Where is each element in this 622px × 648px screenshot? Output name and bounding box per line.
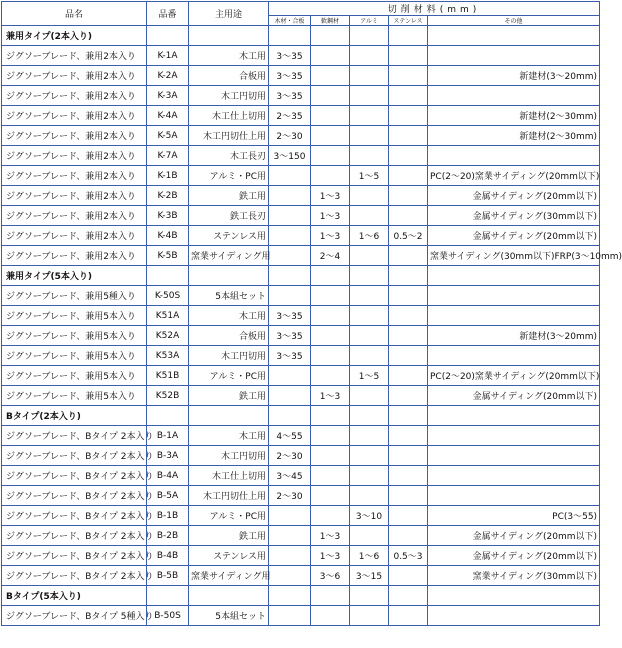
table-row <box>2 46 600 66</box>
cell-soft-steel <box>311 306 350 326</box>
cell-other <box>428 426 600 446</box>
cell-aluminum <box>350 346 389 366</box>
cell-main-use: 木工用 <box>189 46 269 66</box>
cell-stainless <box>389 326 428 346</box>
cell-main-use: 合板用 <box>189 326 269 346</box>
cell-other <box>428 46 600 66</box>
cell-product-name: ジグソーブレード、兼用2本入り <box>2 66 147 86</box>
cell-other: 新建材(2～30mm) <box>428 106 600 126</box>
cell-other: PC(3～55) <box>428 506 600 526</box>
table-row <box>2 606 600 626</box>
col-header-soft-steel: 軟鋼材 <box>311 16 350 26</box>
table-row <box>2 146 600 166</box>
cell-stainless <box>389 306 428 326</box>
cell-soft-steel: 1～3 <box>311 226 350 246</box>
section-empty-cell <box>350 266 389 286</box>
table-row <box>2 306 600 326</box>
cell-aluminum <box>350 446 389 466</box>
cell-product-name: ジグソーブレード、兼用2本入り <box>2 86 147 106</box>
section-empty-cell <box>350 26 389 46</box>
section-empty-cell <box>389 406 428 426</box>
table-row <box>2 446 600 466</box>
section-empty-cell <box>311 586 350 606</box>
cell-product-code: K-3B <box>147 206 189 226</box>
col-header-aluminum: アルミ <box>350 16 389 26</box>
cell-product-code: B-4A <box>147 466 189 486</box>
cell-other: 金属サイディング(20mm以下) <box>428 526 600 546</box>
cell-other: PC(2～20)窯業サイディング(20mm以下) <box>428 166 600 186</box>
table-row <box>2 506 600 526</box>
cell-aluminum: 1～6 <box>350 226 389 246</box>
cell-main-use: 木工長刃 <box>189 146 269 166</box>
cell-wood: 3～35 <box>269 46 311 66</box>
cell-stainless <box>389 366 428 386</box>
cell-other <box>428 286 600 306</box>
section-empty-cell <box>389 266 428 286</box>
section-empty-cell <box>147 586 189 606</box>
cell-main-use: 木工用 <box>189 426 269 446</box>
cell-main-use: 木工円切用 <box>189 446 269 466</box>
cell-wood <box>269 566 311 586</box>
cell-wood <box>269 606 311 626</box>
cell-product-code: K-2B <box>147 186 189 206</box>
cell-main-use: 木工円切仕上用 <box>189 126 269 146</box>
cell-soft-steel <box>311 346 350 366</box>
cell-aluminum: 1～6 <box>350 546 389 566</box>
cell-stainless <box>389 66 428 86</box>
section-empty-cell <box>389 586 428 606</box>
cell-wood: 3～150 <box>269 146 311 166</box>
cell-aluminum <box>350 606 389 626</box>
cell-aluminum: 3～15 <box>350 566 389 586</box>
section-empty-cell <box>189 406 269 426</box>
cell-product-code: K-2A <box>147 66 189 86</box>
cell-product-code: B-1A <box>147 426 189 446</box>
section-empty-cell <box>428 266 600 286</box>
cell-soft-steel <box>311 126 350 146</box>
cell-main-use: アルミ・PC用 <box>189 166 269 186</box>
cell-main-use: 木工用 <box>189 306 269 326</box>
cell-wood: 3～45 <box>269 466 311 486</box>
cell-soft-steel <box>311 486 350 506</box>
cell-stainless <box>389 486 428 506</box>
section-row <box>2 586 600 606</box>
cell-soft-steel <box>311 66 350 86</box>
cell-product-name: ジグソーブレード、兼用2本入り <box>2 226 147 246</box>
cell-wood <box>269 226 311 246</box>
cell-wood: 2～30 <box>269 126 311 146</box>
cell-other <box>428 486 600 506</box>
cell-main-use: ステンレス用 <box>189 546 269 566</box>
section-empty-cell <box>428 26 600 46</box>
table-row <box>2 166 600 186</box>
cell-product-name: ジグソーブレード、Bタイプ 5種入り <box>2 606 147 626</box>
cell-main-use: 5本組セット <box>189 606 269 626</box>
cell-product-code: K-1A <box>147 46 189 66</box>
cell-stainless: 0.5～2 <box>389 226 428 246</box>
cell-soft-steel <box>311 326 350 346</box>
section-empty-cell <box>311 406 350 426</box>
section-empty-cell <box>189 586 269 606</box>
cell-wood: 2～35 <box>269 106 311 126</box>
cell-stainless <box>389 286 428 306</box>
cell-wood: 3～35 <box>269 306 311 326</box>
cell-product-code: K52A <box>147 326 189 346</box>
cell-other: 新建材(3～20mm) <box>428 326 600 346</box>
table-row <box>2 186 600 206</box>
cell-other: PC(2～20)窯業サイディング(20mm以下) <box>428 366 600 386</box>
cell-product-code: K-5A <box>147 126 189 146</box>
table-row <box>2 346 600 366</box>
cell-main-use: 木工円切用 <box>189 346 269 366</box>
cell-aluminum <box>350 526 389 546</box>
table-row <box>2 486 600 506</box>
cell-main-use: 鉄工用 <box>189 386 269 406</box>
cell-stainless <box>389 86 428 106</box>
cell-product-name: ジグソーブレード、兼用2本入り <box>2 106 147 126</box>
col-header-stainless: ステンレス <box>389 16 428 26</box>
cell-product-name: ジグソーブレード、兼用2本入り <box>2 46 147 66</box>
table-row <box>2 366 600 386</box>
col-header-other: その他 <box>428 16 600 26</box>
table-header <box>2 2 600 26</box>
cell-wood <box>269 366 311 386</box>
cell-product-code: B-4B <box>147 546 189 566</box>
table-row <box>2 126 600 146</box>
col-header-use: 主用途 <box>189 2 269 26</box>
cell-wood <box>269 386 311 406</box>
cell-product-code: K-5B <box>147 246 189 266</box>
cell-soft-steel <box>311 446 350 466</box>
cell-stainless <box>389 606 428 626</box>
cell-product-code: B-1B <box>147 506 189 526</box>
table-row <box>2 526 600 546</box>
cell-soft-steel <box>311 366 350 386</box>
cell-product-name: ジグソーブレード、兼用5本入り <box>2 326 147 346</box>
cell-stainless <box>389 506 428 526</box>
cell-other <box>428 86 600 106</box>
cell-product-code: B-3A <box>147 446 189 466</box>
cell-product-code: K51A <box>147 306 189 326</box>
cell-main-use: 木工仕上切用 <box>189 106 269 126</box>
section-title: Bタイプ(5本入り) <box>2 586 147 606</box>
cell-aluminum: 1～5 <box>350 366 389 386</box>
section-empty-cell <box>350 586 389 606</box>
section-empty-cell <box>189 266 269 286</box>
cell-stainless <box>389 426 428 446</box>
section-empty-cell <box>428 586 600 606</box>
cell-other: 新建材(3～20mm) <box>428 66 600 86</box>
cell-main-use: 鉄工用 <box>189 526 269 546</box>
cell-aluminum <box>350 386 389 406</box>
cell-soft-steel <box>311 86 350 106</box>
section-empty-cell <box>389 26 428 46</box>
cell-soft-steel <box>311 606 350 626</box>
table-row <box>2 466 600 486</box>
cell-soft-steel <box>311 46 350 66</box>
table-row <box>2 546 600 566</box>
cell-stainless <box>389 106 428 126</box>
cell-product-code: K52B <box>147 386 189 406</box>
cell-other <box>428 606 600 626</box>
cell-wood <box>269 286 311 306</box>
table-row <box>2 226 600 246</box>
cell-soft-steel: 3～6 <box>311 566 350 586</box>
table-row <box>2 386 600 406</box>
section-empty-cell <box>269 26 311 46</box>
cell-aluminum <box>350 286 389 306</box>
cell-soft-steel: 1～3 <box>311 526 350 546</box>
cell-product-name: ジグソーブレード、兼用5本入り <box>2 386 147 406</box>
cell-product-name: ジグソーブレード、Bタイプ 2本入り <box>2 566 147 586</box>
cell-stainless <box>389 346 428 366</box>
cell-stainless <box>389 446 428 466</box>
cell-aluminum <box>350 486 389 506</box>
cell-product-name: ジグソーブレード、Bタイプ 2本入り <box>2 486 147 506</box>
cell-stainless <box>389 466 428 486</box>
table-row <box>2 326 600 346</box>
blade-spec-table <box>1 1 622 626</box>
cell-product-code: K51B <box>147 366 189 386</box>
cell-stainless <box>389 46 428 66</box>
col-header-cutting: 切削材料(mm) <box>269 2 600 16</box>
table-row <box>2 286 600 306</box>
section-title: 兼用タイプ(2本入り) <box>2 26 147 46</box>
cell-main-use: 鉄工用 <box>189 186 269 206</box>
cell-product-code: K-3A <box>147 86 189 106</box>
cell-soft-steel: 1～3 <box>311 206 350 226</box>
cell-product-code: K-50S <box>147 286 189 306</box>
cell-other <box>428 446 600 466</box>
cell-soft-steel <box>311 466 350 486</box>
cell-soft-steel <box>311 426 350 446</box>
section-empty-cell <box>189 26 269 46</box>
cell-soft-steel: 1～3 <box>311 546 350 566</box>
cell-aluminum <box>350 206 389 226</box>
cell-main-use: アルミ・PC用 <box>189 366 269 386</box>
cell-other: 金属サイディング(20mm以下) <box>428 226 600 246</box>
cell-wood <box>269 206 311 226</box>
table-row <box>2 106 600 126</box>
cell-aluminum <box>350 146 389 166</box>
cell-aluminum <box>350 86 389 106</box>
cell-soft-steel <box>311 166 350 186</box>
table-body <box>2 26 622 626</box>
cell-other: 金属サイディング(20mm以下) <box>428 546 600 566</box>
cell-aluminum <box>350 326 389 346</box>
section-empty-cell <box>269 586 311 606</box>
cell-main-use: 鉄工長刃 <box>189 206 269 226</box>
cell-stainless <box>389 126 428 146</box>
cell-product-name: ジグソーブレード、兼用5本入り <box>2 346 147 366</box>
table-row <box>2 66 600 86</box>
cell-aluminum <box>350 126 389 146</box>
section-empty-cell <box>147 266 189 286</box>
cell-wood: 4～55 <box>269 426 311 446</box>
section-empty-cell <box>269 406 311 426</box>
cell-wood <box>269 526 311 546</box>
cell-aluminum <box>350 246 389 266</box>
cell-product-name: ジグソーブレード、Bタイプ 2本入り <box>2 526 147 546</box>
cell-stainless <box>389 246 428 266</box>
cell-other: 窯業サイディング(30mm以下)FRP(3～10mm) <box>428 246 600 266</box>
cell-main-use: 木工円切仕上用 <box>189 486 269 506</box>
cell-soft-steel: 2～4 <box>311 246 350 266</box>
cell-product-name: ジグソーブレード、兼用2本入り <box>2 206 147 226</box>
cell-aluminum <box>350 306 389 326</box>
table-row <box>2 566 600 586</box>
cell-main-use: 窯業サイディング用 <box>189 566 269 586</box>
cell-aluminum <box>350 466 389 486</box>
cell-product-code: K-4B <box>147 226 189 246</box>
cell-product-code: K-4A <box>147 106 189 126</box>
cell-product-name: ジグソーブレード、兼用2本入り <box>2 246 147 266</box>
cell-product-name: ジグソーブレード、兼用5本入り <box>2 366 147 386</box>
cell-wood: 3～35 <box>269 326 311 346</box>
cell-main-use: 窯業サイディング用 <box>189 246 269 266</box>
cell-soft-steel <box>311 106 350 126</box>
cell-stainless <box>389 146 428 166</box>
cell-product-name: ジグソーブレード、Bタイプ 2本入り <box>2 546 147 566</box>
cell-aluminum <box>350 46 389 66</box>
cell-main-use: 5本組セット <box>189 286 269 306</box>
cell-stainless <box>389 206 428 226</box>
cell-aluminum: 1～5 <box>350 166 389 186</box>
cell-stainless <box>389 526 428 546</box>
section-row <box>2 26 600 46</box>
table-row <box>2 86 600 106</box>
table-row <box>2 206 600 226</box>
cell-product-code: K-1B <box>147 166 189 186</box>
cell-other <box>428 306 600 326</box>
section-empty-cell <box>147 26 189 46</box>
cell-stainless <box>389 186 428 206</box>
cell-wood: 2～30 <box>269 446 311 466</box>
cell-other: 新建材(2～30mm) <box>428 126 600 146</box>
cell-wood: 3～35 <box>269 66 311 86</box>
cell-product-name: ジグソーブレード、Bタイプ 2本入り <box>2 426 147 446</box>
cell-product-name: ジグソーブレード、兼用5種入り <box>2 286 147 306</box>
cell-wood <box>269 506 311 526</box>
cell-other: 金属サイディング(30mm以下) <box>428 206 600 226</box>
table-row <box>2 246 600 266</box>
col-header-wood: 木材・合板 <box>269 16 311 26</box>
cell-product-name: ジグソーブレード、兼用5本入り <box>2 306 147 326</box>
cell-product-code: K53A <box>147 346 189 366</box>
cell-product-code: B-5A <box>147 486 189 506</box>
cell-soft-steel <box>311 286 350 306</box>
cell-soft-steel <box>311 506 350 526</box>
section-title: Bタイプ(2本入り) <box>2 406 147 426</box>
section-empty-cell <box>350 406 389 426</box>
cell-product-name: ジグソーブレード、兼用2本入り <box>2 146 147 166</box>
col-header-code: 品番 <box>147 2 189 26</box>
section-empty-cell <box>428 406 600 426</box>
cell-soft-steel <box>311 146 350 166</box>
cell-product-name: ジグソーブレード、兼用2本入り <box>2 126 147 146</box>
cell-other: 金属サイディング(20mm以下) <box>428 386 600 406</box>
section-title: 兼用タイプ(5本入り) <box>2 266 147 286</box>
cell-aluminum <box>350 426 389 446</box>
cell-product-name: ジグソーブレード、兼用2本入り <box>2 166 147 186</box>
cell-aluminum <box>350 66 389 86</box>
cell-other <box>428 346 600 366</box>
cell-stainless: 0.5～3 <box>389 546 428 566</box>
cell-stainless <box>389 386 428 406</box>
cell-product-code: B-50S <box>147 606 189 626</box>
section-empty-cell <box>311 26 350 46</box>
cell-main-use: 合板用 <box>189 66 269 86</box>
cell-wood <box>269 246 311 266</box>
cell-stainless <box>389 166 428 186</box>
cell-main-use: 木工仕上切用 <box>189 466 269 486</box>
cell-aluminum <box>350 106 389 126</box>
cell-product-name: ジグソーブレード、Bタイプ 2本入り <box>2 446 147 466</box>
cell-wood <box>269 546 311 566</box>
cell-soft-steel: 1～3 <box>311 186 350 206</box>
cell-product-name: ジグソーブレード、兼用2本入り <box>2 186 147 206</box>
cell-product-name: ジグソーブレード、Bタイプ 2本入り <box>2 506 147 526</box>
cell-product-code: B-2B <box>147 526 189 546</box>
col-header-name: 品名 <box>2 2 147 26</box>
cell-wood: 3～35 <box>269 346 311 366</box>
section-empty-cell <box>147 406 189 426</box>
cell-soft-steel: 1～3 <box>311 386 350 406</box>
section-row <box>2 406 600 426</box>
cell-aluminum <box>350 186 389 206</box>
cell-stainless <box>389 566 428 586</box>
section-empty-cell <box>269 266 311 286</box>
section-empty-cell <box>311 266 350 286</box>
cell-other: 金属サイディング(20mm以下) <box>428 186 600 206</box>
cell-other <box>428 146 600 166</box>
cell-wood: 3～35 <box>269 86 311 106</box>
cell-product-name: ジグソーブレード、Bタイプ 2本入り <box>2 466 147 486</box>
cell-main-use: ステンレス用 <box>189 226 269 246</box>
section-row <box>2 266 600 286</box>
cell-wood: 2～30 <box>269 486 311 506</box>
cell-main-use: 木工円切用 <box>189 86 269 106</box>
cell-wood <box>269 166 311 186</box>
cell-aluminum: 3～10 <box>350 506 389 526</box>
cell-other <box>428 466 600 486</box>
cell-main-use: アルミ・PC用 <box>189 506 269 526</box>
cell-product-code: B-5B <box>147 566 189 586</box>
cell-other: 窯業サイディング(30mm以下) <box>428 566 600 586</box>
table-row <box>2 426 600 446</box>
cell-product-code: K-7A <box>147 146 189 166</box>
cell-wood <box>269 186 311 206</box>
